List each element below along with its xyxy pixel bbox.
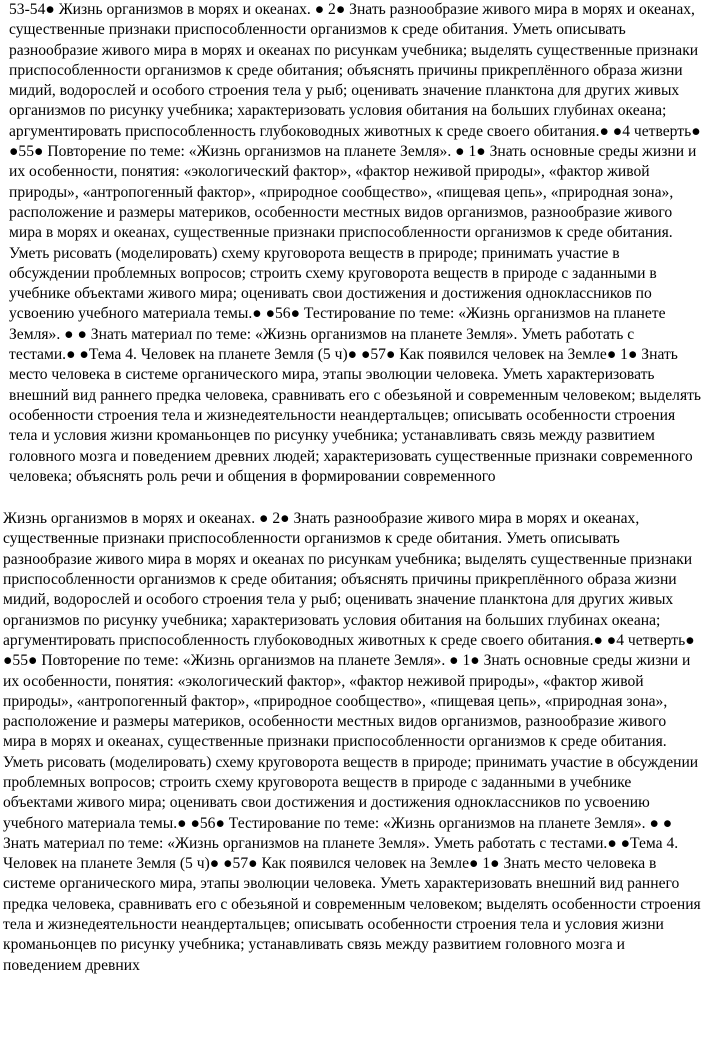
paragraph-lesson-plan-1: 53-54● Жизнь организмов в морях и океанах. ● 2● Знать разнообразие живого мира в морях и океанах, существенные признаки приспособленности организмов к среде обитания. Уметь описывать разнообразие живого мира в морях и океанах по рисункам учебника; выделять существенные признаки приспособленности организмов к среде обитания; объяснять причины прикреплённого образа жизни мидий, водорослей и особого строения тела у рыб; оценивать значение планктона для других живых организмов по рисунку учебника; характеризовать условия обитания на больших глубинах океана; аргументировать приспособленность глубоководных животных к среде своего обитания.● ●4 четверть● ●55● Повторение по теме: «Жизнь организмов на планете Земля». ● 1● Знать основные среды жизни и их особенности, понятия: «экологический фактор», «фактор неживой природы», «фактор живой природы», «антропогенный фактор», «природное сообщество», «пищевая цепь», «природная зона», расположение и размеры материков, особенности местных видов организмов, разнообразие живого мира в морях и океанах, существенные признаки приспособленности организмов к среде обитания. Уметь рисовать (моделировать) схему круговорота веществ в природе; принимать участие в обсуждении проблемных вопросов; строить схему круговорота веществ в природе с заданными в учебнике объектами живого мира; оценивать свои достижения и достижения одноклассников по усвоению учебного материала темы.● ●56● Тестирование по теме: «Жизнь организмов на планете Земля». ● ● Знать материал по теме: «Жизнь организмов на планете Земля». Уметь работать с тестами.● ●Тема 4. Человек на планете Земля (5 ч)● ●57● Как появился человек на Земле● 1● Знать место человека в системе органического мира, этапы эволюции человека. Уметь характеризовать внешний вид раннего предка человека, сравнивать его с обезьяной и современным человеком; выделять особенности строения тела и жизнедеятельности неандертальцев; описывать особенности строения тела и условия жизни кроманьонцев по рисунку учебника; устанавливать связь между развитием головного мозга и поведением древних людей; характеризовать существенные признаки современного человека; объяснять роль речи и общения в формировании современного [9,1,702,485]
paragraph-gap [3,487,702,509]
paragraph-lesson-plan-2: Жизнь организмов в морях и океанах. ● 2● Знать разнообразие живого мира в морях и океанах, существенные признаки приспособленности организмов к среде обитания. Уметь описывать разнообразие живого мира в морях и океанах по рисункам учебника; выделять существенные признаки приспособленности организмов к среде обитания; объяснять причины прикреплённого образа жизни мидий, водорослей и особого строения тела у рыб; оценивать значение планктона для других живых организмов по рисунку учебника; характеризовать условия обитания на больших глубинах океана; аргументировать приспособленность глубоководных животных к среде своего обитания.● ●4 четверть● ●55● Повторение по теме: «Жизнь организмов на планете Земля». ● 1● Знать основные среды жизни и их особенности, понятия: «экологический фактор», «фактор неживой природы», «фактор живой природы», «антропогенный фактор», «природное сообщество», «пищевая цепь», «природная зона», расположение и размеры материков, особенности местных видов организмов, разнообразие живого мира в морях и океанах, существенные признаки приспособленности организмов к среде обитания. Уметь рисовать (моделировать) схему круговорота веществ в природе; принимать участие в обсуждении проблемных вопросов; строить схему круговорота веществ в природе с заданными в учебнике объектами живого мира; оценивать свои достижения и достижения одноклассников по усвоению учебного материала темы.● ●56● Тестирование по теме: «Жизнь организмов на планете Земля». ● ● Знать материал по теме: «Жизнь организмов на планете Земля». Уметь работать с тестами.● ●Тема 4. Человек на планете Земля (5 ч)● ●57● Как появился человек на Земле● 1● Знать место человека в системе органического мира, этапы эволюции человека. Уметь характеризовать внешний вид раннего предка человека, сравнивать его с обезьяной и современным человеком; выделять особенности строения тела и жизнедеятельности неандертальцев; описывать особенности строения тела и условия жизни кроманьонцев по рисунку учебника; устанавливать связь между развитием головного мозга и поведением древних [3,510,701,974]
